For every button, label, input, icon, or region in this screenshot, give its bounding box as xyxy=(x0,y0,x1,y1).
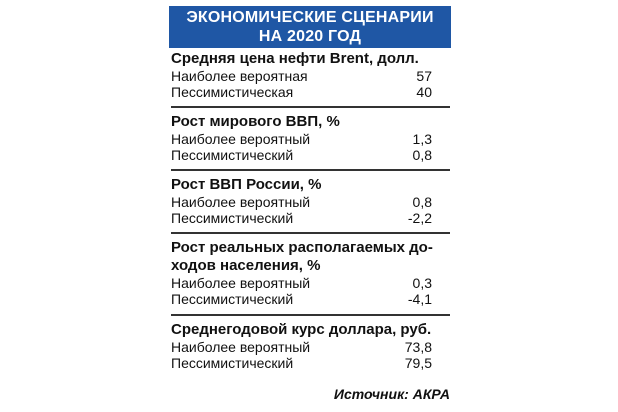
row-value: 1,3 xyxy=(412,131,432,147)
table-row xyxy=(171,84,450,100)
section-divider xyxy=(171,106,450,108)
table-row xyxy=(171,68,450,84)
row-value: 73,8 xyxy=(404,339,432,355)
row-value: 0,3 xyxy=(412,275,432,291)
row-value: -4,1 xyxy=(407,291,432,307)
section-world-gdp xyxy=(171,113,450,163)
table-row xyxy=(171,291,450,307)
row-label: Пессимистический xyxy=(171,210,294,226)
row-value: 0,8 xyxy=(412,147,432,163)
section-title-line-1: Рост реальных располагаемых до- xyxy=(171,239,433,256)
section-title: Среднегодовой курс доллара, руб. xyxy=(171,321,432,338)
table-row xyxy=(171,339,450,355)
table-row xyxy=(171,210,450,226)
section-title-line-2: ходов населения, % xyxy=(171,257,321,274)
section-usd-rate xyxy=(171,321,450,371)
table-row xyxy=(171,355,450,371)
section-divider xyxy=(171,314,450,316)
row-label: Наиболее вероятный xyxy=(171,275,311,291)
source-note: Источник: АКРА xyxy=(333,386,450,402)
row-value: 0,8 xyxy=(412,194,432,210)
row-label: Наиболее вероятная xyxy=(171,68,308,84)
section-title: Рост мирового ВВП, % xyxy=(171,113,340,130)
section-title: Средняя цена нефти Brent, долл. xyxy=(171,50,419,67)
row-label: Наиболее вероятный xyxy=(171,339,311,355)
row-value: 79,5 xyxy=(404,355,432,371)
header-title-line-2: НА 2020 ГОД xyxy=(258,28,362,45)
row-value: 57 xyxy=(416,68,432,84)
table-row xyxy=(171,131,450,147)
section-divider xyxy=(171,169,450,171)
table-row xyxy=(171,194,450,210)
section-divider xyxy=(171,232,450,234)
row-label: Пессимистический xyxy=(171,291,294,307)
row-value: -2,2 xyxy=(407,210,432,226)
row-label: Наиболее вероятный xyxy=(171,131,311,147)
row-value: 40 xyxy=(416,84,432,100)
table-header xyxy=(169,6,451,48)
table-row xyxy=(171,147,450,163)
section-title: Рост ВВП России, % xyxy=(171,176,322,193)
header-title-line-1: ЭКОНОМИЧЕСКИЕ СЦЕНАРИИ xyxy=(186,9,434,26)
row-label: Пессимистическая xyxy=(171,84,294,100)
row-label: Пессимистический xyxy=(171,147,294,163)
section-russia-gdp xyxy=(171,176,450,226)
table-row xyxy=(171,275,450,291)
section-brent-price xyxy=(171,50,450,100)
row-label: Наиболее вероятный xyxy=(171,194,311,210)
row-label: Пессимистический xyxy=(171,355,294,371)
section-disposable-income xyxy=(171,239,450,307)
